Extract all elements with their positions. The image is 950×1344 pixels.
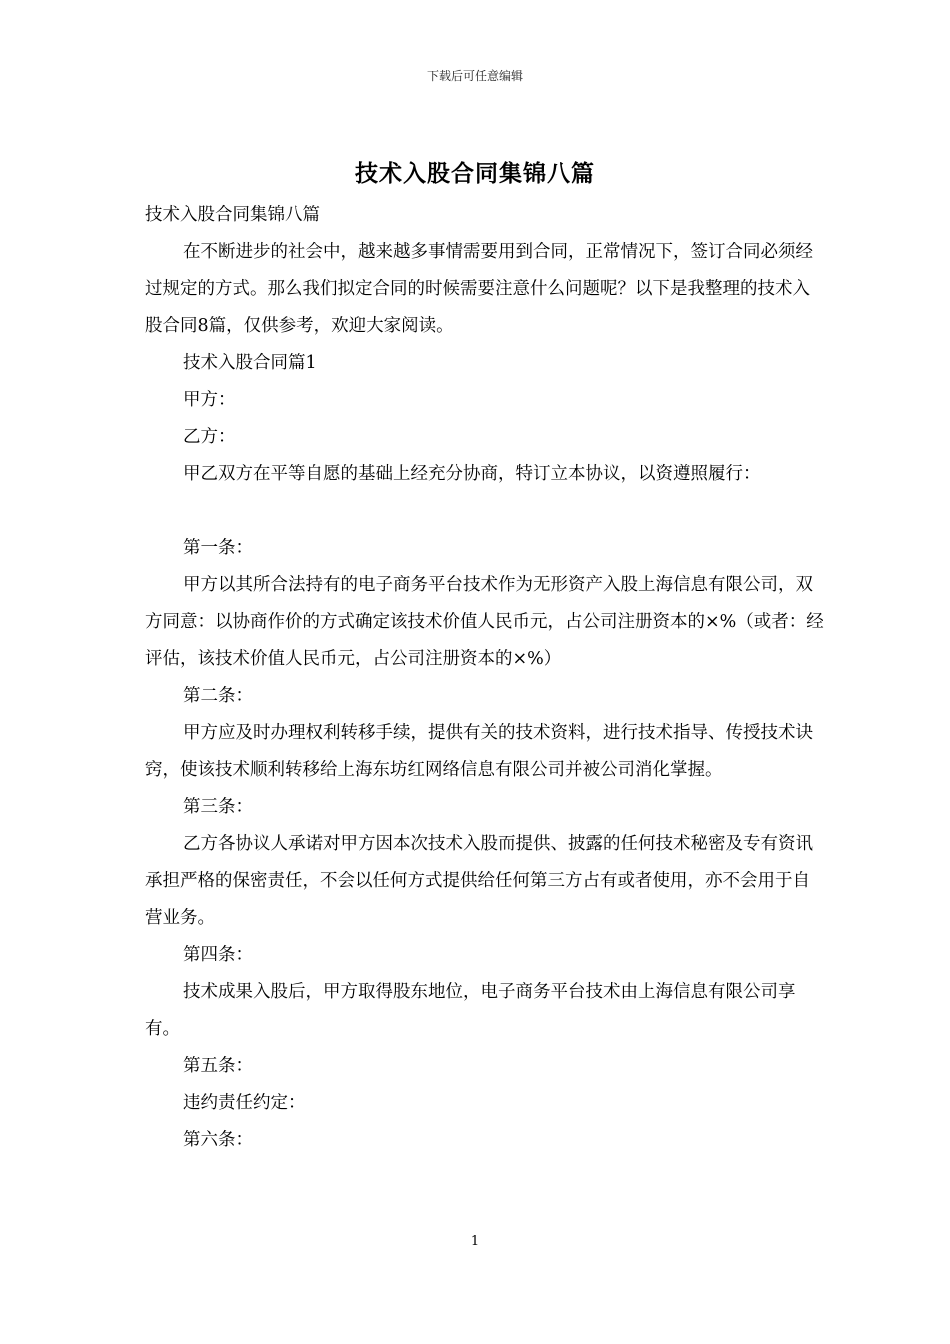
article-5-text: 违约责任约定： xyxy=(183,1093,306,1113)
document-body xyxy=(145,197,825,1159)
article-2-text: 甲方应及时办理权利转移手续，提供有关的技术资料，进行技术指导、传授技术诀窍，使该技术顺利转移给上海东坊红网络信息有限公司并被公司消化掌握。 xyxy=(145,723,813,780)
article-4-heading: 第四条： xyxy=(183,945,253,965)
document-title: 技术入股合同集锦八篇 xyxy=(355,160,595,187)
header-note: 下载后可任意编辑 xyxy=(426,69,523,83)
article-1-text: 甲方以其所合法持有的电子商务平台技术作为无形资产入股上海信息有限公司，双方同意：以协商作价的方式确定该技术价值人民币元，占公司注册资本的×%（或者：经评估，该技术价值人民币元，占公司注册资本的×%） xyxy=(145,575,824,669)
article-3-text: 乙方各协议人承诺对甲方因本次技术入股而提供、披露的任何技术秘密及专有资讯承担严格的保密责任，不会以任何方式提供给任何第三方占有或者使用，亦不会用于自营业务。 xyxy=(145,834,813,928)
article-2-heading: 第二条： xyxy=(183,686,253,706)
article-4-text: 技术成果入股后，甲方取得股东地位，电子商务平台技术由上海信息有限公司享有。 xyxy=(145,982,796,1039)
preamble-paragraph: 甲乙双方在平等自愿的基础上经充分协商，特订立本协议，以资遵照履行： xyxy=(183,464,761,484)
article-3-heading: 第三条： xyxy=(183,797,253,817)
blank-line xyxy=(145,493,825,530)
article-5-heading: 第五条： xyxy=(183,1056,253,1076)
section-heading: 技术入股合同篇1 xyxy=(183,353,317,373)
subtitle-line: 技术入股合同集锦八篇 xyxy=(145,205,320,225)
party-b-label: 乙方： xyxy=(183,427,236,447)
article-6-heading: 第六条： xyxy=(183,1130,253,1150)
article-1-heading: 第一条： xyxy=(183,538,253,558)
intro-paragraph: 在不断进步的社会中，越来越多事情需要用到合同，正常情况下，签订合同必须经过规定的方式。那么我们拟定合同的时候需要注意什么问题呢？以下是我整理的技术入股合同8篇，仅供参考，欢迎大家阅读。 xyxy=(145,242,813,336)
page-number: 1 xyxy=(470,1234,480,1249)
party-a-label: 甲方： xyxy=(183,390,236,410)
